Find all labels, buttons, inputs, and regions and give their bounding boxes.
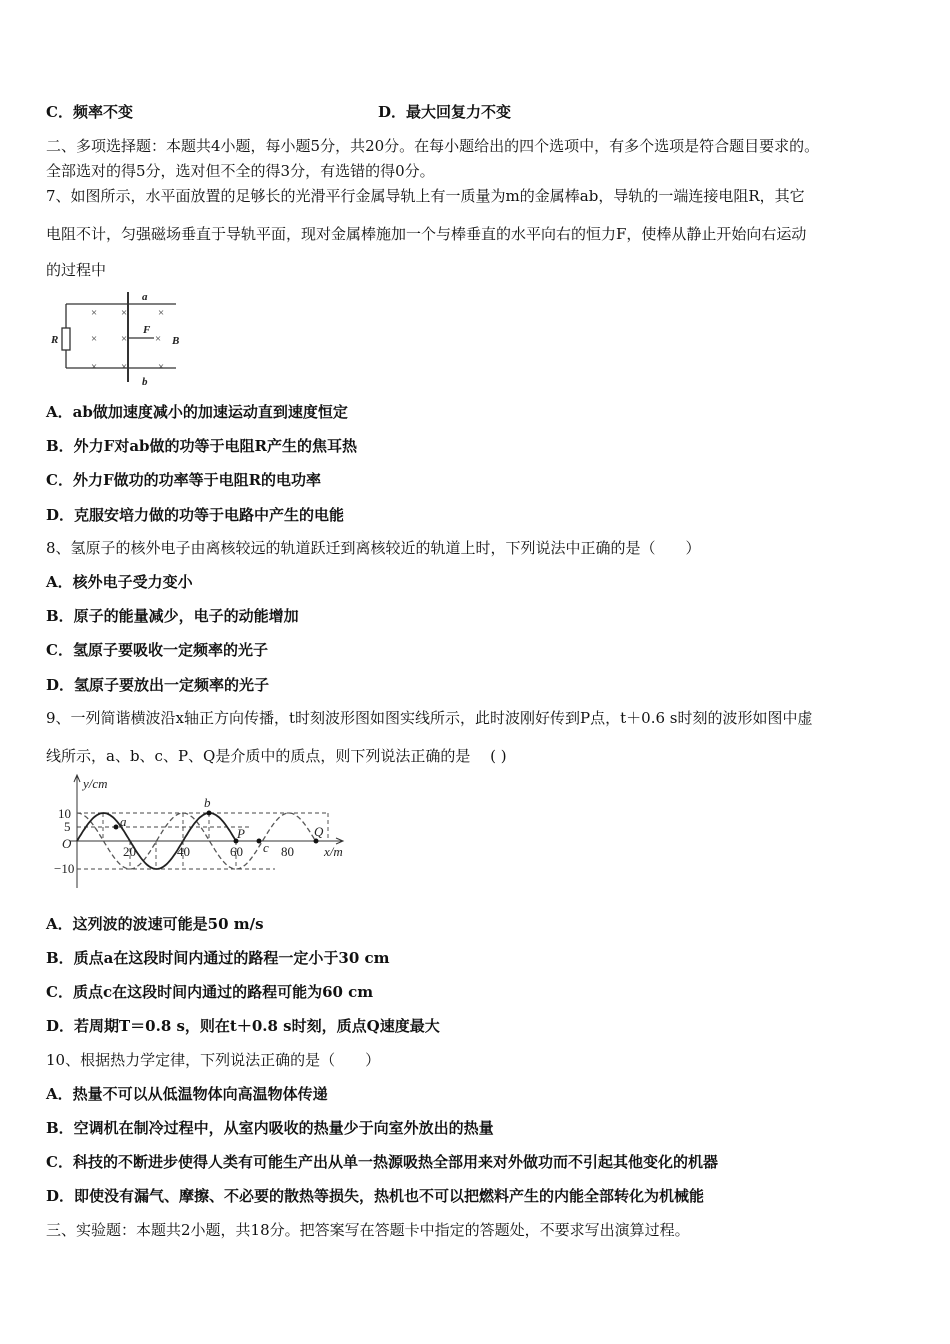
- x-tick: 80: [281, 844, 294, 859]
- field-cross: ×: [120, 361, 128, 373]
- label-a: a: [142, 291, 148, 303]
- field-cross: ×: [157, 307, 165, 319]
- field-cross: ×: [154, 333, 162, 345]
- point-label-b: b: [204, 795, 211, 810]
- q10-opt-b: B．空调机在制冷过程中，从室内吸收的热量少于向室外放出的热量: [46, 1119, 494, 1137]
- q8-opt-d: D．氢原子要放出一定频率的光子: [46, 676, 270, 694]
- q8-opt-a: A．核外电子受力变小: [46, 573, 193, 591]
- field-cross: ×: [90, 307, 98, 319]
- q7-stem-2: 电阻不计，匀强磁场垂直于导轨平面，现对金属棒施加一个与棒垂直的水平向右的恒力F，使棒从静止开始向右运动: [46, 225, 807, 243]
- section3-header: 三、实验题：本题共2小题，共18分。把答案写在答题卡中指定的答题处，不要求写出演算过程。: [46, 1221, 690, 1239]
- q7-stem-1: 7、如图所示，水平面放置的足够长的光滑平行金属导轨上有一质量为m的金属棒ab，导轨的一端连接电阻R，其它: [46, 187, 805, 205]
- origin-label: O: [62, 836, 72, 851]
- x-tick: 20: [123, 844, 136, 859]
- y-tick: −10: [54, 861, 75, 876]
- wave-graph: [40, 770, 360, 899]
- circuit-figure: [46, 290, 196, 394]
- q9-opt-c: C．质点c在这段时间内通过的路程可能为60 cm: [46, 983, 374, 1001]
- y-axis-label: y/cm: [83, 776, 108, 791]
- point-label-a: a: [120, 814, 127, 829]
- q8-stem: 8、氢原子的核外电子由离核较远的轨道跃迁到离核较近的轨道上时，下列说法中正确的是（ ）: [46, 539, 701, 557]
- point-label-Q: Q: [314, 824, 324, 839]
- x-axis-label: x/m: [324, 844, 343, 859]
- q7-opt-a: A．ab做加速度减小的加速运动直到速度恒定: [46, 403, 348, 421]
- q8-opt-b: B．原子的能量减少，电子的动能增加: [46, 607, 299, 625]
- q8-opt-c: C．氢原子要吸收一定频率的光子: [46, 641, 268, 659]
- field-cross: ×: [157, 361, 165, 373]
- point-label-P: P: [237, 826, 245, 841]
- q9-stem-1: 9、一列简谐横波沿x轴正方向传播，t时刻波形图如图实线所示，此时波刚好传到P点，t＋0.6 s时刻的波形如图中虚: [46, 709, 813, 727]
- x-tick: 40: [177, 844, 190, 859]
- q6-opt-c: C．频率不变: [46, 103, 133, 121]
- section2-header-2: 全部选对的得5分，选对但不全的得3分，有选错的得0分。: [46, 162, 435, 180]
- y-tick: 5: [64, 819, 71, 834]
- q10-opt-c: C．科技的不断进步使得人类有可能生产出从单一热源吸热全部用来对外做功而不引起其他变化的机器: [46, 1153, 718, 1171]
- label-R: R: [51, 334, 59, 346]
- field-cross: ×: [120, 307, 128, 319]
- field-cross: ×: [90, 361, 98, 373]
- q10-opt-a: A．热量不可以从低温物体向高温物体传递: [46, 1085, 328, 1103]
- y-tick: 10: [58, 806, 71, 821]
- q10-opt-d: D．即使没有漏气、摩擦、不必要的散热等损失，热机也不可以把燃料产生的内能全部转化为机械能: [46, 1187, 705, 1205]
- point-label-c: c: [263, 840, 269, 855]
- field-cross: ×: [120, 333, 128, 345]
- q7-opt-d: D．克服安培力做的功等于电路中产生的电能: [46, 506, 345, 524]
- q9-opt-b: B．质点a在这段时间内通过的路程一定小于30 cm: [46, 949, 390, 967]
- label-F: F: [143, 324, 151, 336]
- label-b: b: [142, 376, 148, 388]
- q6-opt-d: D．最大回复力不变: [378, 103, 512, 121]
- q9-opt-d: D．若周期T＝0.8 s，则在t＋0.8 s时刻，质点Q速度最大: [46, 1017, 440, 1035]
- q7-opt-c: C．外力F做功的功率等于电阻R的电功率: [46, 471, 322, 489]
- q10-stem: 10、根据热力学定律，下列说法正确的是（ ）: [46, 1051, 381, 1069]
- field-cross: ×: [90, 333, 98, 345]
- section2-header: 二、多项选择题：本题共4小题，每小题5分，共20分。在每小题给出的四个选项中，有多个选项是符合题目要求的。: [46, 137, 820, 155]
- x-tick: 60: [230, 844, 243, 859]
- q9-opt-a: A．这列波的波速可能是50 m/s: [46, 915, 264, 933]
- q7-opt-b: B．外力F对ab做的功等于电阻R产生的焦耳热: [46, 437, 358, 455]
- q7-stem-3: 的过程中: [46, 261, 107, 279]
- q9-stem-2: 线所示，a、b、c、P、Q是介质中的质点，则下列说法正确的是 ( ): [46, 747, 507, 765]
- label-B: B: [172, 335, 180, 347]
